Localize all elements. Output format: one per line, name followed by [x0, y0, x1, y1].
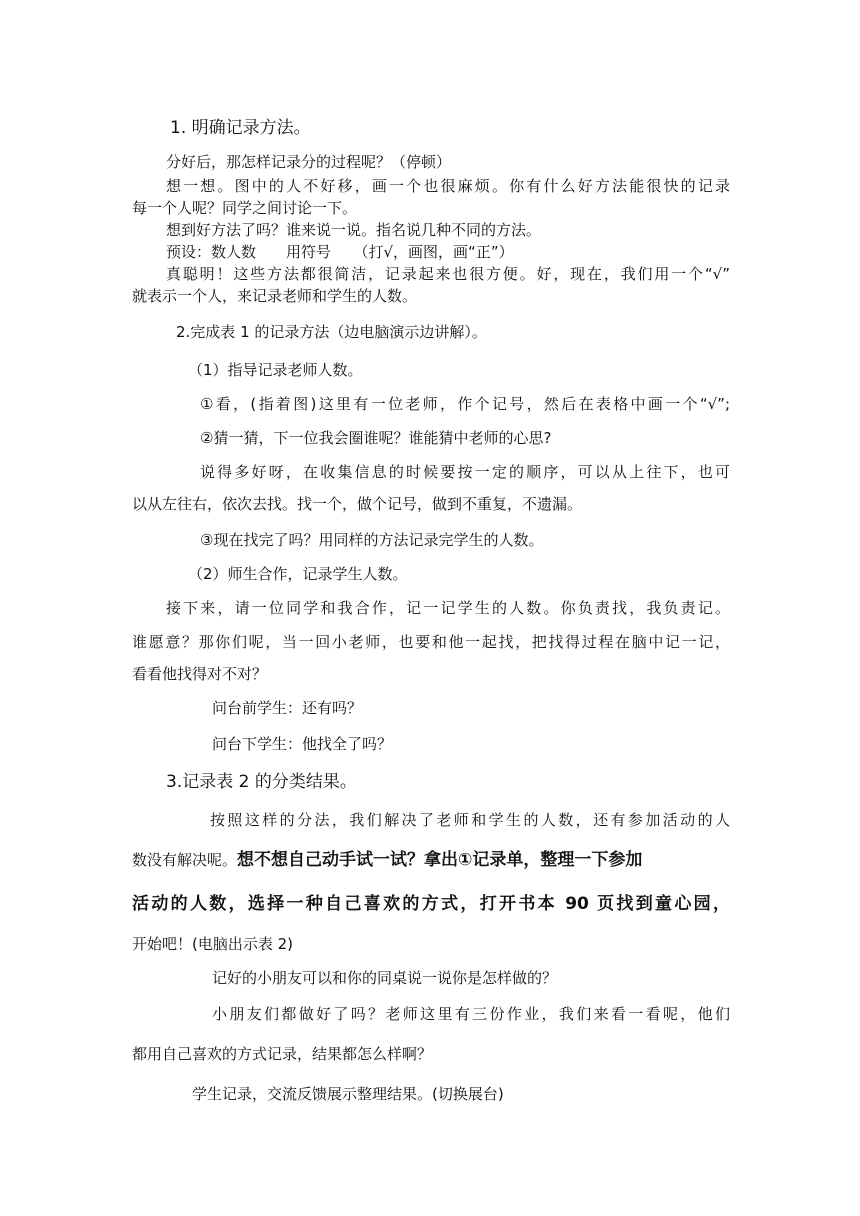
paragraph-line: 按照这样的分法，我们解决了老师和学生的人数，还有参加活动的人 [210, 811, 730, 829]
paragraph: 学生记录，交流反馈展示整理结果。(切换展台) [192, 1085, 504, 1103]
question-line: 问台下学生：他找全了吗？ [212, 735, 393, 753]
paragraph-line: 每一个人呢？同学之间讨论一下。 [132, 199, 358, 217]
paragraph: 分好后，那怎样记录分的过程呢？（停顿） [166, 153, 452, 171]
paragraph-line: 接下来，请一位同学和我合作，记一记学生的人数。你负责找，我负责记。 [166, 599, 730, 617]
subheading: （1）指导记录老师人数。 [188, 361, 363, 379]
section-1-heading: 1. 明确记录方法。 [170, 118, 311, 138]
paragraph-text: 数没有解决呢。 [132, 851, 238, 869]
paragraph-line: 想一想。图中的人不好移，画一个也很麻烦。你有什么好方法能很快的记录 [166, 177, 730, 195]
bold-paragraph-line: 活动的人数，选择一种自己喜欢的方式，打开书本 90 页找到童心园， [132, 894, 730, 914]
subheading: （2）师生合作，记录学生人数。 [188, 565, 408, 583]
step-item: ②猜一猜，下一位我会圈谁呢？谁能猜中老师的心思? [200, 429, 552, 447]
paragraph-line-mixed [132, 850, 642, 870]
paragraph-line: 说得多好呀，在收集信息的时候要按一定的顺序，可以从上往下，也可 [200, 463, 730, 481]
step-item: ①看，(指着图)这里有一位老师，作个记号，然后在表格中画一个“√”; [200, 395, 730, 413]
paragraph: 预设：数人数 用符号 （打√，画图，画“正”） [166, 243, 514, 261]
paragraph-line: 谁愿意？那你们呢，当一回小老师，也要和他一起找，把找得过程在脑中记一记， [132, 633, 730, 651]
paragraph-line: 小朋友们都做好了吗？老师这里有三份作业，我们来看一看呢，他们 [212, 1005, 730, 1023]
paragraph-line: 看看他找得对不对？ [132, 665, 268, 683]
paragraph-line: 就表示一个人，来记录老师和学生的人数。 [132, 287, 418, 305]
paragraph-line: 都用自己喜欢的方式记录，结果都怎么样啊？ [132, 1045, 433, 1063]
paragraph-line: 以从左往右，依次去找。找一个，做个记号，做到不重复，不遗漏。 [132, 495, 583, 513]
bold-text: 想不想自己动手试一试？拿出①记录单，整理一下参加 [237, 850, 643, 870]
paragraph: 记好的小朋友可以和你的同桌说一说你是怎样做的？ [212, 969, 558, 987]
paragraph: 想到好方法了吗？谁来说一说。指名说几种不同的方法。 [166, 221, 542, 239]
section-3-heading: 3.记录表 2 的分类结果。 [166, 772, 357, 792]
question-line: 问台前学生：还有吗？ [212, 699, 363, 717]
step-item: ③现在找完了吗？用同样的方法记录完学生的人数。 [200, 531, 544, 549]
paragraph-line: 真聪明！这些方法都很简洁，记录起来也很方便。好，现在，我们用一个“√” [166, 265, 730, 283]
paragraph-line: 开始吧！(电脑出示表 2) [132, 935, 294, 953]
section-2-heading: 2.完成表 1 的记录方法（边电脑演示边讲解）。 [176, 323, 487, 341]
